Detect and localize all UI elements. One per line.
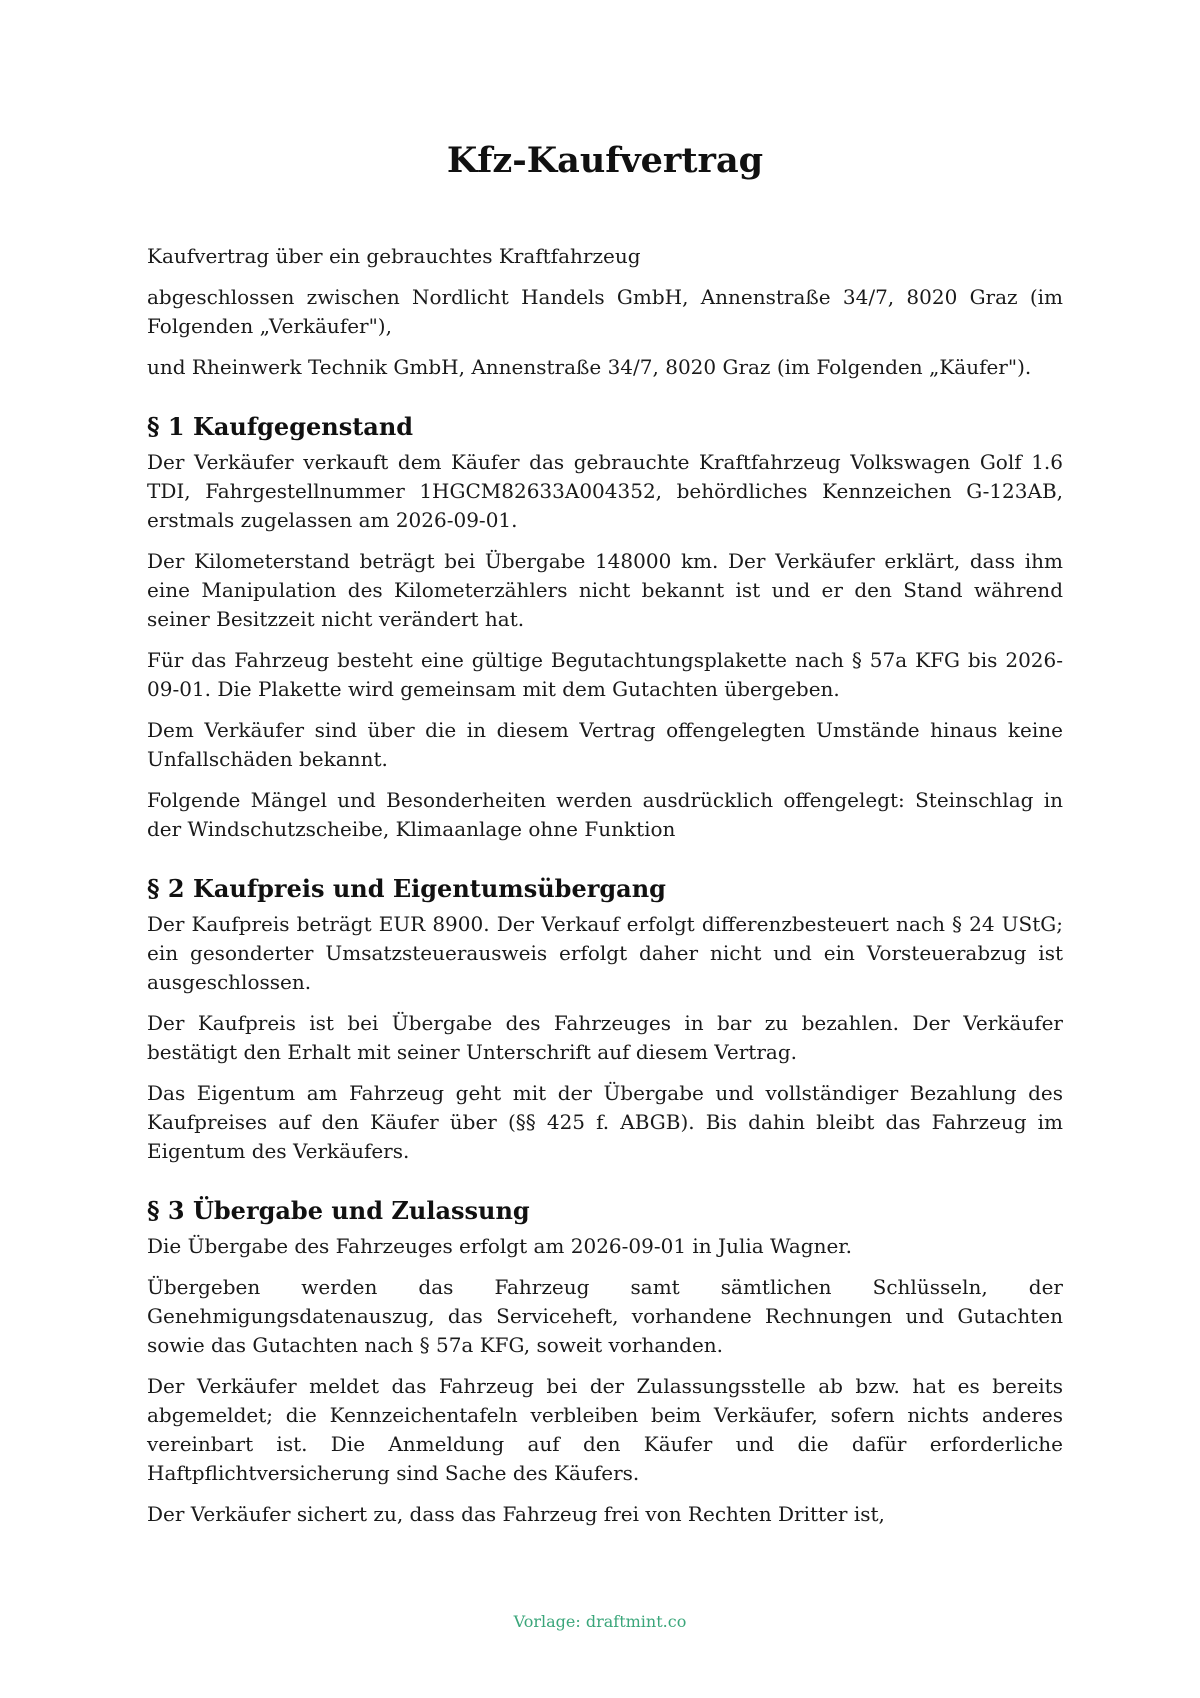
section-1-paragraph: Dem Verkäufer sind über die in diesem Vertrag offengelegten Umstände hinaus keine Unfallschäden bekannt.: [147, 718, 1063, 771]
section-1-paragraph: Der Verkäufer verkauft dem Käufer das gebrauchte Kraftfahrzeug Volkswagen Golf 1.6 TDI, Fahrgestellnummer 1HGCM82633A004352, behördliches Kennzeichen G-123AB, erstmals zugelassen am 2026-09-01.: [147, 450, 1063, 532]
section-2-paragraph: Der Kaufpreis beträgt EUR 8900. Der Verkauf erfolgt differenzbesteuert nach § 24 UStG; ein gesonderter Umsatzsteuerausweis erfolgt daher nicht und ein Vorsteuerabzug ist ausgeschlossen.: [147, 912, 1063, 994]
section-1-paragraph: Der Kilometerstand beträgt bei Übergabe 148000 km. Der Verkäufer erklärt, dass ihm eine Manipulation des Kilometerzählers nicht bekannt ist und er den Stand während seiner Besitzzeit nicht verändert hat.: [147, 549, 1063, 631]
section-3-paragraph: Der Verkäufer meldet das Fahrzeug bei der Zulassungsstelle ab bzw. hat es bereits abgemeldet; die Kennzeichentafeln verbleiben beim Verkäufer, sofern nichts anderes vereinbart ist. Die Anmeldung auf den Käufer und die dafür erforderliche Haftpflichtversicherung sind Sache des Käufers.: [147, 1374, 1063, 1485]
section-heading-1: § 1 Kaufgegenstand: [147, 412, 414, 441]
intro-line: Kaufvertrag über ein gebrauchtes Kraftfahrzeug: [147, 244, 641, 268]
template-footer: Vorlage: draftmint.co: [513, 1612, 687, 1631]
section-3-paragraph: Die Übergabe des Fahrzeuges erfolgt am 2026-09-01 in Julia Wagner.: [147, 1234, 852, 1258]
section-2-paragraph: Der Kaufpreis ist bei Übergabe des Fahrzeuges in bar zu bezahlen. Der Verkäufer bestätigt den Erhalt mit seiner Unterschrift auf diesem Vertrag.: [147, 1011, 1063, 1064]
intro-seller: abgeschlossen zwischen Nordlicht Handels GmbH, Annenstraße 34/7, 8020 Graz (im Folgenden „Verkäufer"),: [147, 285, 1063, 338]
section-2-paragraph: Das Eigentum am Fahrzeug geht mit der Übergabe und vollständiger Bezahlung des Kaufpreises auf den Käufer über (§§ 425 f. ABGB). Bis dahin bleibt das Fahrzeug im Eigentum des Verkäufers.: [147, 1081, 1063, 1163]
intro-buyer: und Rheinwerk Technik GmbH, Annenstraße 34/7, 8020 Graz (im Folgenden „Käufer").: [147, 355, 1032, 379]
section-3-paragraph: Der Verkäufer sichert zu, dass das Fahrzeug frei von Rechten Dritter ist,: [147, 1502, 885, 1526]
section-heading-2: § 2 Kaufpreis und Eigentumsübergang: [147, 874, 666, 903]
section-1-paragraph: Für das Fahrzeug besteht eine gültige Begutachtungsplakette nach § 57a KFG bis 2026-09-01. Die Plakette wird gemeinsam mit dem Gutachten übergeben.: [147, 648, 1063, 701]
section-1-paragraph: Folgende Mängel und Besonderheiten werden ausdrücklich offengelegt: Steinschlag in der Windschutzscheibe, Klimaanlage ohne Funktion: [147, 788, 1063, 841]
section-heading-3: § 3 Übergabe und Zulassung: [147, 1196, 530, 1225]
document-title: Kfz-Kaufvertrag: [446, 140, 764, 181]
section-3-paragraph: Übergeben werden das Fahrzeug samt sämtlichen Schlüsseln, der Genehmigungsdatenauszug, das Serviceheft, vorhandene Rechnungen und Gutachten sowie das Gutachten nach § 57a KFG, soweit vorhanden.: [147, 1275, 1063, 1357]
